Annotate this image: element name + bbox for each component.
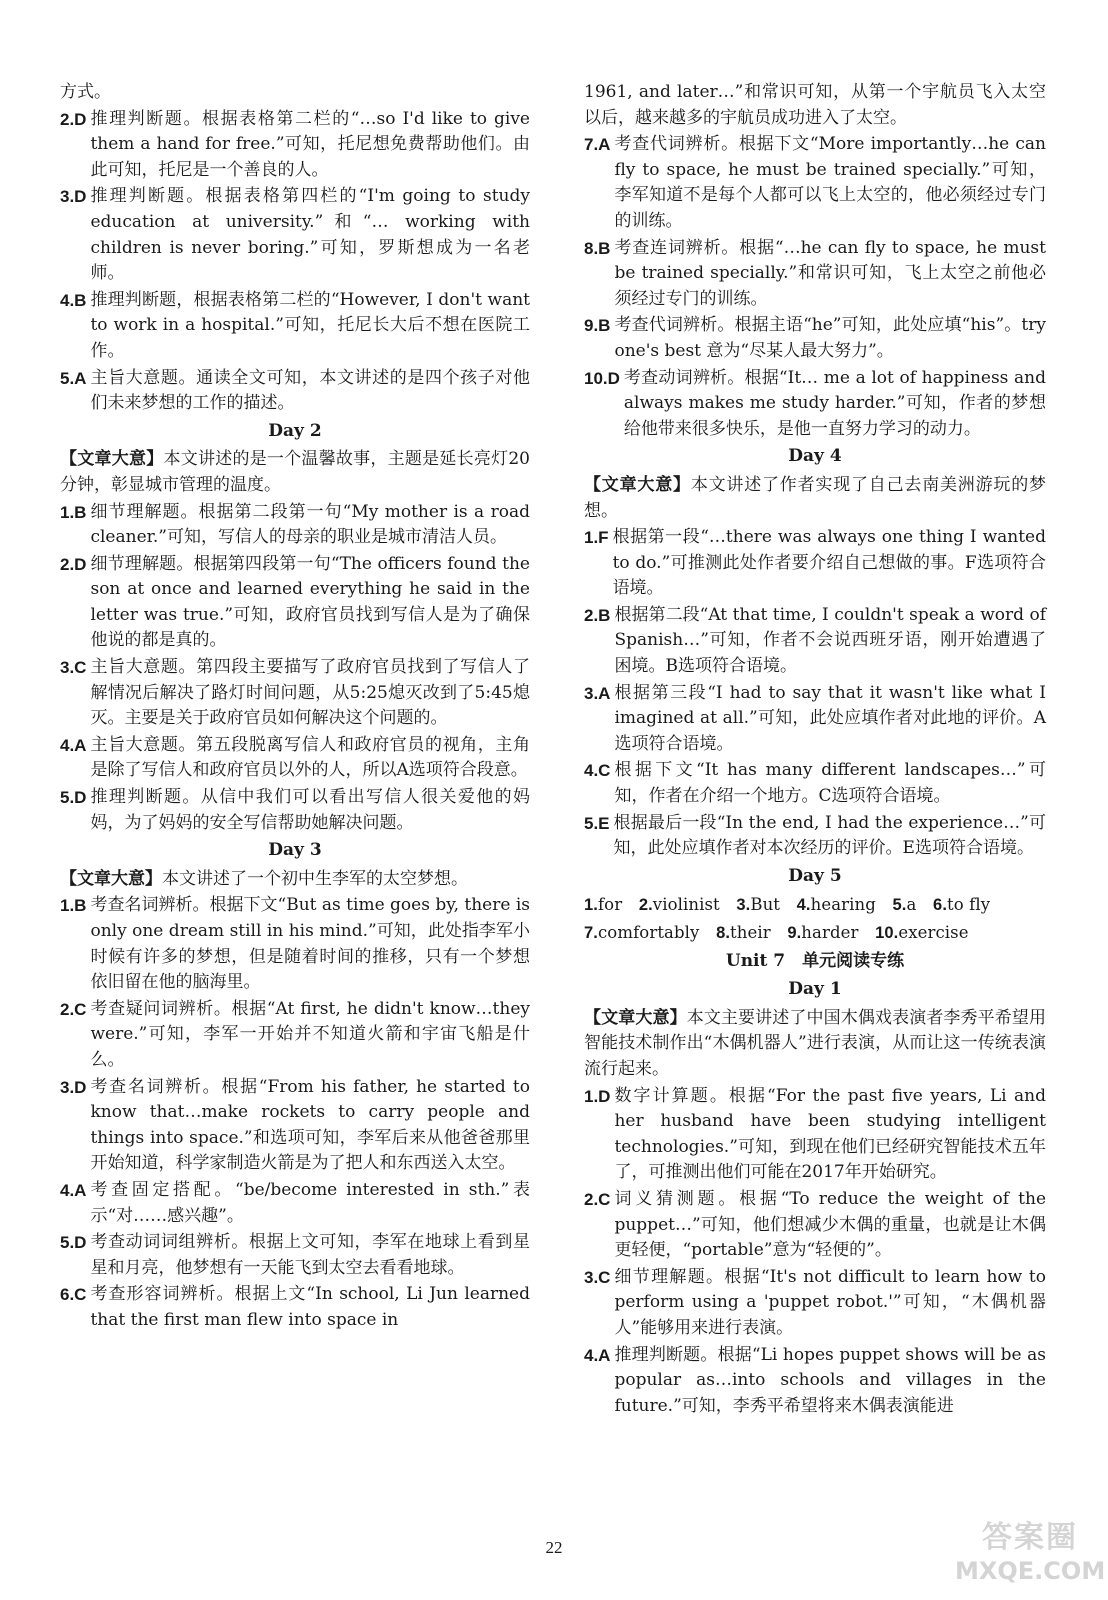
answer-item: [60, 997, 530, 1074]
fill-answer: their: [730, 923, 771, 942]
article-summary: [584, 473, 1046, 524]
section-heading: Day 5: [788, 865, 842, 886]
answer-number: 6.C: [60, 1285, 87, 1305]
fill-answer: violinist: [652, 895, 720, 915]
answer-explanation: 考查形容词辨析。根据上文“In school, Li Jun learned that the first man flew into space in: [90, 1284, 530, 1330]
continued-text: 方式。: [60, 82, 111, 102]
answer-item: [60, 500, 530, 551]
answer-item: [60, 733, 530, 784]
fill-answer: But: [750, 895, 781, 915]
answer-item: [584, 758, 1046, 809]
answer-explanation: 考查代词辨析。根据下文“More importantly…he can fly to space, he must be trained specially.”可知，李军知道不是每个人都可以飞上太空的，他必须经过专门的训练。: [614, 134, 1046, 231]
answer-number: 4.A: [584, 1345, 611, 1365]
answer-item: [584, 811, 1046, 862]
answer-explanation: 根据第三段“I had to say that it wasn't like what I imagined at all.”可知，此处应填作者对此地的评价。A选项符合语境。: [614, 682, 1046, 754]
fill-answer: for: [597, 895, 623, 915]
answer-explanation: 考查名词辨析。根据下文“But as time goes by, there is only one dream still in his mind.”可知，此处指李军小时候有许多的梦想，但是随着时间的推移，只有一个梦想依旧留在他的脑海里。: [90, 895, 530, 993]
answer-number: 2.C: [584, 1189, 611, 1209]
answer-explanation: 词义猜测题。根据“To reduce the weight of the puppet…”可知，他们想减少木偶的重量，也就是让木偶更轻便，“portable”意为“轻便的”。: [614, 1188, 1046, 1261]
summary-text: 本文讲述了作者实现了自己去南美洲游玩的梦想。: [584, 474, 1047, 521]
answer-item: [60, 1230, 530, 1281]
fill-number: 2.: [638, 896, 653, 915]
answer-item: [584, 236, 1046, 313]
answer-item: [584, 525, 1046, 602]
answer-number: 5.A: [60, 368, 87, 388]
fill-number: 7.: [584, 924, 598, 942]
answer-item: [584, 1343, 1046, 1420]
answer-explanation: 主旨大意题。第五段脱离写信人和政府官员的视角，主角是除了写信人和政府官员以外的人，所以A选项符合段意。: [90, 734, 530, 781]
answer-item: [584, 1187, 1046, 1264]
fill-number: 4.: [796, 896, 811, 915]
answer-number: 3.C: [60, 658, 87, 678]
section-heading: Unit 7 单元阅读专练: [725, 950, 905, 971]
fill-answer: to fly: [947, 895, 991, 915]
article-summary: [60, 447, 530, 498]
answer-number: 2.D: [60, 109, 87, 129]
answer-explanation: 推理判断题。从信中我们可以看出写信人很关爱他的妈妈，为了妈妈的安全写信帮助她解决问题。: [90, 787, 530, 833]
answer-number: 8.B: [584, 238, 611, 258]
summary-tag: 【文章大意】: [584, 1007, 687, 1028]
answer-item: [584, 313, 1046, 364]
answer-explanation: 推理判断题。根据“Li hopes puppet shows will be as popular as…into schools and villages in the future.”可知，李秀平希望将来木偶表演能进: [614, 1344, 1046, 1416]
answer-explanation: 根据下文“It has many different landscapes…”可知，作者在介绍一个地方。C选项符合语境。: [614, 760, 1046, 807]
continued-text: 1961, and later…”和常识可知，从第一个宇航员飞入太空以后，越来越多的宇航员成功进入了太空。: [584, 82, 1046, 128]
fill-in-answers: [584, 920, 1046, 947]
answer-explanation: 根据第一段“…there was always one thing I wanted to do.”可推测此处作者要介绍自己想做的事。F选项符合语境。: [612, 527, 1046, 599]
answer-explanation: 细节理解题。根据第四段第一句“The officers found the son at once and learned everything he said in the letter was true.”可知，政府官员找到写信人是为了确保他说的都是真的。: [90, 553, 530, 651]
left-column: [60, 80, 530, 1335]
answer-number: 10.D: [584, 368, 620, 388]
answer-explanation: 数字计算题。根据“For the past five years, Li and her husband have been studying intelligent technologies.”可知，到现在他们已经研究智能技术五年了，可推测出他们可能在2017年开始研究。: [614, 1085, 1046, 1183]
answer-item: [60, 893, 530, 995]
fill-answer: harder: [801, 923, 859, 942]
summary-text: 本文讲述了一个初中生李军的太空梦想。: [162, 868, 468, 889]
answer-item: [60, 366, 530, 417]
answer-item: [584, 366, 1046, 443]
answer-explanation: 考查连词辨析。根据“…he can fly to space, he must be trained specially.”和常识可知，飞上太空之前他必须经过专门的训练。: [614, 237, 1046, 309]
summary-text: 本文主要讲述了中国木偶戏表演者李秀平希望用智能技术制作出“木偶机器人”进行表演，从而让这一传统表演流行起来。: [584, 1007, 1047, 1079]
fill-number: 9.: [787, 924, 802, 942]
answer-explanation: 考查名词辨析。根据“From his father, he started to know that…make rockets to carry people and things into space.”和选项可知，李军后来从他爸爸那里开始知道，科学家制造火箭是为了把人和东西送入太空。: [90, 1076, 530, 1174]
answer-explanation: 考查固定搭配。“be/become interested in sth.”表示“对……感兴趣”。: [90, 1179, 530, 1226]
section-heading: Day 1: [788, 979, 842, 1000]
answer-item: [584, 1084, 1046, 1186]
answer-explanation: 推理判断题，根据表格第二栏的“However, I don't want to work in a hospital.”可知，托尼长大后不想在医院工作。: [90, 289, 530, 361]
answer-item: [60, 785, 530, 836]
answer-explanation: 推理判断题。根据表格第四栏的“I'm going to study education at university.”和“… working with children is never boring.”可知，罗斯想成为一名老师。: [90, 186, 530, 284]
answer-number: 4.B: [60, 290, 87, 310]
answer-item: [584, 681, 1046, 758]
answer-number: 3.D: [60, 1077, 87, 1097]
section-heading: Day 4: [788, 446, 842, 467]
answer-number: 5.E: [584, 813, 610, 833]
fill-answer: hearing: [810, 895, 876, 915]
answer-number: 4.A: [60, 1180, 87, 1200]
article-summary: [584, 1006, 1046, 1083]
answer-number: 4.A: [60, 735, 87, 755]
answer-number: 1.F: [584, 528, 609, 548]
answer-item: [60, 288, 530, 365]
answer-explanation: 考查动词辨析。根据“It… me a lot of happiness and always makes me study harder.”可知，作者的梦想给他带来很多快乐，是他一直努力学习的动力。: [623, 367, 1046, 439]
fill-number: 3.: [736, 896, 751, 915]
answer-item: [584, 1265, 1046, 1342]
watermark-logo: [955, 1520, 1105, 1598]
answer-explanation: 主旨大意题。通读全文可知，本文讲述的是四个孩子对他们未来梦想的工作的描述。: [90, 367, 530, 414]
page-number: 22: [545, 1538, 563, 1557]
answer-item: [584, 132, 1046, 234]
answer-explanation: 根据最后一段“In the end, I had the experience…”可知，此处应填作者对本次经历的评价。E选项符合语境。: [613, 812, 1046, 859]
watermark-url: MXQE.COM: [955, 1557, 1106, 1585]
answer-number: 3.A: [584, 683, 611, 703]
answer-number: 9.B: [584, 316, 611, 336]
answer-number: 1.D: [584, 1086, 611, 1106]
watermark-text: 答案圈: [982, 1520, 1078, 1555]
answer-explanation: 主旨大意题。第四段主要描写了政府官员找到了写信人了解情况后解决了路灯时间问题，从5:25熄灭改到了5:45熄灭。主要是关于政府官员如何解决这个问题的。: [90, 657, 530, 729]
answer-number: 5.D: [60, 788, 87, 808]
summary-tag: 【文章大意】: [60, 449, 164, 470]
section-heading: Day 2: [268, 420, 322, 441]
answer-number: 4.C: [584, 761, 611, 781]
answer-item: [60, 107, 530, 184]
answer-explanation: 细节理解题。根据“It's not difficult to learn how to perform using a 'puppet robot.'”可知，“木偶机器人”能够用来进行表演。: [614, 1266, 1046, 1338]
answer-number: 3.C: [584, 1267, 611, 1287]
fill-number: 1.: [584, 896, 598, 915]
answer-number: 2.C: [60, 999, 87, 1019]
fill-number: 8.: [716, 924, 731, 942]
article-summary: [60, 867, 530, 893]
fill-number: 10.: [875, 924, 899, 942]
answer-item: [60, 1178, 530, 1229]
answer-number: 2.B: [584, 605, 611, 625]
fill-number: 6.: [933, 896, 948, 915]
summary-text: 本文讲述的是一个温馨故事，主题是延长亮灯20分钟，彰显城市管理的温度。: [60, 449, 530, 495]
section-heading: Day 3: [268, 840, 322, 861]
answer-item: [60, 1282, 530, 1333]
summary-tag: 【文章大意】: [584, 474, 691, 495]
answer-item: [584, 603, 1046, 680]
answer-explanation: 考查疑问词辨析。根据“At first, he didn't know…they were.”可知，李军一开始并不知道火箭和宇宙飞船是什么。: [90, 998, 530, 1070]
answer-explanation: 推理判断题。根据表格第二栏的“…so I'd like to give them a hand for free.”可知，托尼想免费帮助他们。由此可知，托尼是一个善良的人。: [90, 108, 530, 180]
answer-number: 3.D: [60, 187, 87, 207]
answer-explanation: 考查代词辨析。根据主语“he”可知，此处应填“his”。try one's best 意为“尽某人最大努力”。: [614, 315, 1046, 361]
answer-number: 1.B: [60, 502, 87, 522]
answer-item: [60, 655, 530, 732]
answer-explanation: 根据第二段“At that time, I couldn't speak a word of Spanish…”可知，作者不会说西班牙语，刚开始遭遇了困境。B选项符合语境。: [614, 604, 1046, 677]
answer-item: [60, 552, 530, 654]
answer-explanation: 细节理解题。根据第二段第一句“My mother is a road cleaner.”可知，写信人的母亲的职业是城市清洁人员。: [90, 501, 530, 548]
fill-answer: a: [906, 895, 917, 915]
fill-number: 5.: [892, 896, 907, 915]
right-column: [584, 80, 1046, 1420]
answer-item: [60, 184, 530, 286]
answer-number: 2.D: [60, 554, 87, 574]
summary-tag: 【文章大意】: [60, 868, 162, 889]
fill-answer: exercise: [898, 923, 969, 942]
answer-item: [60, 1075, 530, 1177]
answer-explanation: 考查动词词组辨析。根据上文可知，李军在地球上看到星星和月亮，他梦想有一天能飞到太空去看看地球。: [90, 1232, 530, 1278]
answer-number: 5.D: [60, 1233, 87, 1253]
answer-number: 1.B: [60, 896, 87, 916]
answer-number: 7.A: [584, 135, 611, 155]
fill-answer: comfortably: [597, 923, 700, 942]
fill-in-answers: [584, 892, 1046, 919]
